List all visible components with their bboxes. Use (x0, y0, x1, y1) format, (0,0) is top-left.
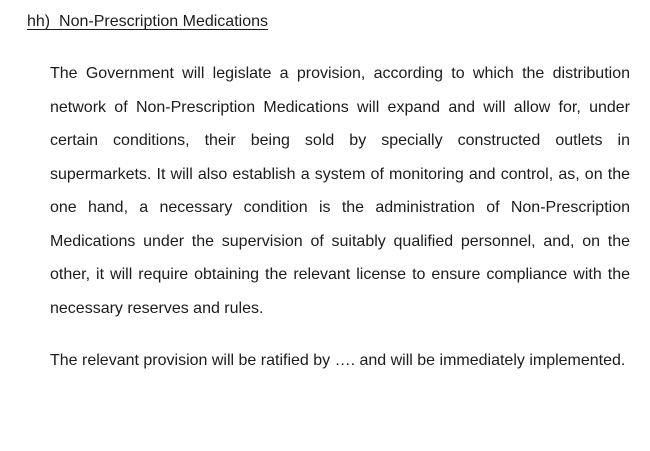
section-heading: hh) Non-Prescription Medications (27, 13, 268, 30)
paragraph-distribution-network: The Government will legislate a provision, according to which the distribution network of Non-Prescription Medications will expand and will allow for, under certain conditions, their being sold by specially constructed outlets in supermarkets. It will also establish a system of monitoring and control, as, on the one hand, a necessary condition is the administration of Non-Prescription Medications under the supervision of suitably qualified personnel, and, on the other, it will require obtaining the relevant license to ensure compliance with the necessary reserves and rules. (50, 65, 630, 317)
paragraph-ratification: The relevant provision will be ratified by …. and will be immediately implemented. (50, 352, 626, 369)
